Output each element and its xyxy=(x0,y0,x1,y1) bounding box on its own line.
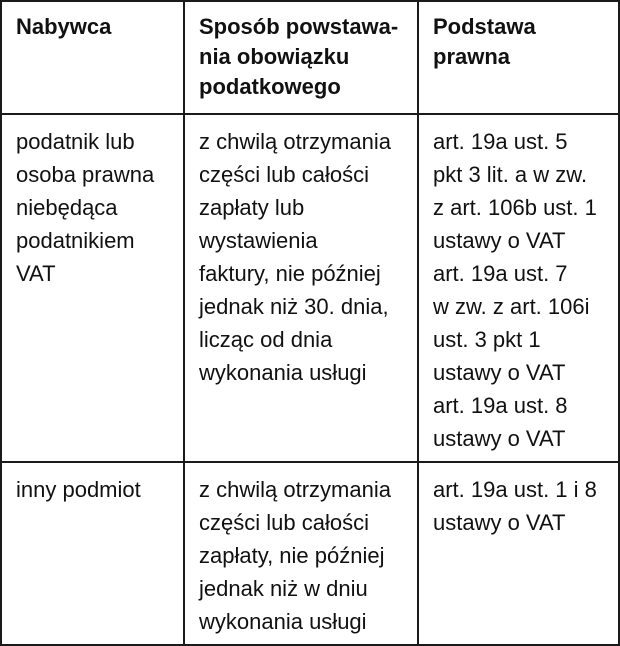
header-legal-basis xyxy=(418,1,619,114)
cell-line: licząc od dnia xyxy=(199,327,333,352)
cell-line: podatnikiem xyxy=(16,228,135,253)
cell-line: jednak niż 30. dnia, xyxy=(199,294,389,319)
cell-line: wykonania usługi xyxy=(199,609,367,634)
cell-buyer xyxy=(1,114,184,462)
cell-legal-basis xyxy=(418,462,619,645)
cell-line: art. 19a ust. 1 i 8 xyxy=(433,477,597,502)
cell-obligation xyxy=(184,462,418,645)
cell-line: faktury, nie później xyxy=(199,261,381,286)
header-obligation-line: podatkowego xyxy=(199,74,341,99)
cell-line: w zw. z art. 106i xyxy=(433,294,590,319)
header-obligation-line: Sposób powstawa- xyxy=(199,14,399,39)
cell-line: pkt 3 lit. a w zw. xyxy=(433,162,588,187)
header-obligation-line: nia obowiązku xyxy=(199,44,350,69)
cell-line: inny podmiot xyxy=(16,477,141,502)
cell-line: z chwilą otrzymania xyxy=(199,477,391,502)
cell-line: wykonania usługi xyxy=(199,360,367,385)
cell-line: z chwilą otrzymania xyxy=(199,129,391,154)
cell-line: części lub całości xyxy=(199,510,369,535)
cell-line: art. 19a ust. 7 xyxy=(433,261,568,286)
cell-line: jednak niż w dniu xyxy=(199,576,368,601)
cell-line: ust. 3 pkt 1 xyxy=(433,327,541,352)
table-row xyxy=(1,462,619,645)
cell-line: wystawienia xyxy=(199,228,318,253)
cell-line: ustawy o VAT xyxy=(433,360,566,385)
table-row xyxy=(1,114,619,462)
cell-line: art. 19a ust. 8 xyxy=(433,393,568,418)
cell-line: ustawy o VAT xyxy=(433,426,566,451)
cell-line: VAT xyxy=(16,261,56,286)
cell-line: zapłaty lub xyxy=(199,195,305,220)
cell-buyer xyxy=(1,462,184,645)
cell-obligation xyxy=(184,114,418,462)
cell-line: podatnik lub xyxy=(16,129,135,154)
header-buyer xyxy=(1,1,184,114)
header-legal-basis-line: prawna xyxy=(433,44,511,69)
header-row xyxy=(1,1,619,114)
cell-line: z art. 106b ust. 1 xyxy=(433,195,597,220)
cell-line: ustawy o VAT xyxy=(433,228,566,253)
header-buyer-line: Nabywca xyxy=(16,14,112,39)
cell-line: części lub całości xyxy=(199,162,369,187)
cell-line: niebędąca xyxy=(16,195,118,220)
header-obligation xyxy=(184,1,418,114)
cell-legal-basis xyxy=(418,114,619,462)
header-legal-basis-line: Podstawa xyxy=(433,14,536,39)
cell-line: ustawy o VAT xyxy=(433,510,566,535)
cell-line: osoba prawna xyxy=(16,162,155,187)
cell-line: zapłaty, nie później xyxy=(199,543,385,568)
cell-line: art. 19a ust. 5 xyxy=(433,129,568,154)
